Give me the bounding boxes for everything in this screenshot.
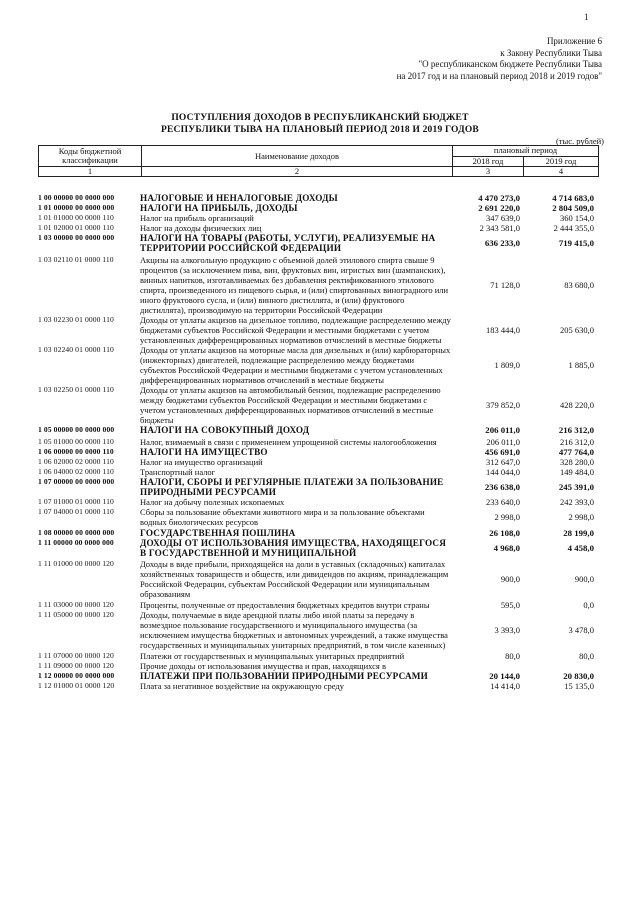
row-value-2019: 719 415,0 [558,238,594,248]
row-name: Налог на прибыль организаций [140,213,254,223]
row-name: ДОХОДЫ ОТ ИСПОЛЬЗОВАНИЯ ИМУЩЕСТВА, НАХОДЯЩЕГОСЯ В ГОСУДАРСТВЕННОЙ И МУНИЦИПАЛЬНОЙ [140,538,447,558]
row-code: 1 03 00000 00 0000 000 [38,233,115,242]
row-name: Проценты, полученные от предоставления бюджетных кредитов внутри страны [140,600,430,610]
document-title [0,112,640,136]
header-year-2019: 2019 год [524,156,599,167]
row-name: Налог на доходы физических лиц [140,223,262,233]
row-value-2018: 312 647,0 [486,457,520,467]
row-code: 1 01 02000 01 0000 110 [38,223,114,232]
row-value-2019: 216 312,0 [560,437,594,447]
row-value-2018: 236 638,0 [484,482,520,492]
row-value-2018: 595,0 [500,600,520,610]
table-row [38,193,608,203]
row-value-2019: 83 680,0 [564,280,594,290]
row-value-2018: 71 128,0 [490,280,520,290]
row-code: 1 08 00000 00 0000 000 [38,528,115,537]
row-name: Акцизы на алкогольную продукцию с объемной долей этилового спирта свыше 9 процентов (за исключением пива, вин, фруктовых вин, игристых вин (шампанских), винных напитков, изготавливаемых без добавления ректификованного этилового спирта, произведенного из пищевого сырья, и (или) спиртованных виноградного или иного фруктового сусла, и (или) винного дистиллята, и (или) фруктового дистиллята), производимую на территории Российской Федерации [140,255,449,315]
row-code: 1 03 02250 01 0000 110 [38,385,114,394]
row-value-2019: 216 312,0 [558,425,594,435]
income-table-body [38,193,608,691]
appendix-line-2: к Закону Республики Тыва [500,47,602,58]
row-code: 1 01 01000 00 0000 110 [38,213,114,222]
table-row [38,255,608,315]
row-value-2018: 2 691 220,0 [478,203,520,213]
row-code: 1 11 03000 00 0000 120 [38,600,114,609]
table-row [38,223,608,233]
row-value-2018: 20 144,0 [489,671,520,681]
row-value-2018: 80,0 [505,651,520,661]
table-row [38,385,608,425]
table-row [38,681,608,691]
row-value-2019: 900,0 [574,574,594,584]
header-col-1: 1 [39,167,142,177]
row-value-2019: 20 830,0 [563,671,594,681]
row-value-2018: 347 639,0 [486,213,520,223]
row-name: НАЛОГИ НА ТОВАРЫ (РАБОТЫ, УСЛУГИ), РЕАЛИЗУЕМЫЕ НА ТЕРРИТОРИИ РОССИЙСКОЙ ФЕДЕРАЦИИ [140,233,436,253]
row-name: Налог на имущество организаций [140,457,263,467]
row-code: 1 07 01000 01 0000 110 [38,497,114,506]
row-name: Доходы в виде прибыли, приходящейся на доли в уставных (складочных) капиталах хозяйственных товариществ и обществ, или дивидендов по акциям, принадлежащим Российской Федерации, субъектам Российской Федерации или муниципальным образованиям [140,559,449,599]
row-code: 1 03 02240 01 0000 110 [38,345,114,354]
row-name: Доходы от уплаты акцизов на моторные масла для дизельных и (или) карбюраторных (инжекторных) двигателей, подлежащие распределению между бюджетами субъектов Российской Федерации и местными бюджетами с учетом установленных дифференцированных нормативов отчислений в местные бюджеты [140,345,451,385]
row-value-2018: 3 393,0 [494,625,520,635]
table-row [38,600,608,610]
appendix-header [397,36,602,82]
row-value-2018: 900,0 [500,574,520,584]
row-value-2019: 149 484,0 [560,467,594,477]
row-value-2019: 80,0 [579,651,594,661]
table-row [38,507,608,527]
row-code: 1 11 07000 00 0000 120 [38,651,114,660]
row-value-2019: 360 154,0 [560,213,594,223]
appendix-line-4: на 2017 год и на плановый период 2018 и 2019 годов" [396,70,602,81]
row-value-2019: 0,0 [583,600,594,610]
table-row [38,203,608,213]
row-code: 1 11 05000 00 0000 120 [38,610,114,619]
row-value-2018: 379 852,0 [486,400,520,410]
row-value-2018: 144 044,0 [486,467,520,477]
table-row [38,538,608,558]
row-name: Доходы, получаемые в виде арендной платы либо иной платы за передачу в возмездное пользование государственного и муниципального имущества (за исключением имущества бюджетных и автономных учреждений, а также имущества государственных и муниципальных унитарных предприятий, в том числе казенных) [140,610,448,650]
row-code: 1 11 01000 00 0000 120 [38,559,114,568]
row-code: 1 12 00000 00 0000 000 [38,671,115,680]
row-name: Платежи от государственных и муниципальных унитарных предприятий [140,651,405,661]
header-col-2: 2 [142,167,453,177]
row-code: 1 06 00000 00 0000 110 [38,447,114,456]
table-row [38,610,608,650]
table-row [38,233,608,253]
row-code: 1 05 01000 00 0000 110 [38,437,114,446]
row-value-2018: 456 691,0 [484,447,520,457]
row-value-2019: 3 478,0 [568,625,594,635]
row-value-2019: 2 804 509,0 [552,203,594,213]
table-row [38,457,608,467]
table-row [38,447,608,457]
row-value-2019: 477 764,0 [558,447,594,457]
table-row [38,497,608,507]
row-value-2019: 205 630,0 [560,325,594,335]
row-name: Прочие доходы от использования имущества и прав, находящихся в [140,661,386,671]
row-name: Транспортный налог [140,467,216,477]
row-name: Налог на добычу полезных ископаемых [140,497,285,507]
row-value-2019: 15 135,0 [564,681,594,691]
row-value-2019: 4 714 683,0 [552,193,594,203]
row-value-2018: 233 640,0 [486,497,520,507]
row-name: НАЛОГИ НА ИМУЩЕСТВО [140,447,268,457]
row-value-2018: 4 470 273,0 [478,193,520,203]
table-row [38,315,608,345]
appendix-line-1: Приложение 6 [546,36,602,46]
row-code: 1 05 00000 00 0000 000 [38,425,115,434]
row-value-2018: 206 011,0 [485,425,520,435]
appendix-line-3: "О республиканском бюджете Республики Тыва [418,59,602,69]
row-name: НАЛОГИ, СБОРЫ И РЕГУЛЯРНЫЕ ПЛАТЕЖИ ЗА ПОЛЬЗОВАНИЕ ПРИРОДНЫМИ РЕСУРСАМИ [140,477,444,497]
row-code: 1 11 09000 00 0000 120 [38,661,114,670]
header-codes: Коды бюджетной классификации [39,146,142,167]
row-value-2019: 428 220,0 [560,400,594,410]
row-name: Плата за негативное воздействие на окружающую среду [140,681,344,691]
row-code: 1 07 04000 01 0000 110 [38,507,114,516]
row-name: ГОСУДАРСТВЕННАЯ ПОШЛИНА [140,528,296,538]
row-name: Налог, взимаемый в связи с применением упрощенной системы налогообложения [140,437,437,447]
page-number: 1 [584,12,589,22]
row-name: Сборы за пользование объектами животного мира и за пользование объектами водных биологических ресурсов [140,507,425,527]
table-row [38,661,608,671]
table-row [38,651,608,661]
table-row [38,213,608,223]
row-code: 1 00 00000 00 0000 000 [38,193,115,202]
title-line-1: ПОСТУПЛЕНИЯ ДОХОДОВ В РЕСПУБЛИКАНСКИЙ БЮДЖЕТ [171,113,469,123]
table-row [38,467,608,477]
row-value-2019: 2 998,0 [568,512,594,522]
row-name: ПЛАТЕЖИ ПРИ ПОЛЬЗОВАНИИ ПРИРОДНЫМИ РЕСУРСАМИ [140,671,429,681]
units-label: (тыс. рублей) [555,136,604,146]
table-row [38,437,608,447]
table-row [38,425,608,435]
row-value-2018: 636 233,0 [484,238,520,248]
row-value-2018: 14 414,0 [490,681,520,691]
row-name: НАЛОГОВЫЕ И НЕНАЛОГОВЫЕ ДОХОДЫ [140,193,338,203]
row-value-2018: 206 011,0 [486,437,520,447]
row-code: 1 07 00000 00 0000 000 [38,477,115,486]
header-col-4: 4 [524,167,599,177]
row-value-2019: 1 885,0 [568,360,594,370]
row-value-2018: 1 809,0 [494,360,520,370]
row-value-2018: 4 968,0 [493,543,520,553]
row-name: Доходы от уплаты акцизов на дизельное топливо, подлежащие распределению между бюджетами субъектов Российской Федерации и местными бюджетами с учетом установленных дифференцированных нормативов отчислений в местные бюджеты [140,315,451,345]
header-col-3: 3 [453,167,524,177]
row-code: 1 03 02230 01 0000 110 [38,315,114,324]
table-row [38,345,608,385]
row-code: 1 11 00000 00 0000 000 [38,538,114,547]
table-row [38,559,608,599]
row-code: 1 01 00000 00 0000 000 [38,203,115,212]
header-name: Наименование доходов [142,146,453,167]
row-value-2018: 26 108,0 [489,528,520,538]
row-name: Доходы от уплаты акцизов на автомобильный бензин, подлежащие распределению между бюджетами субъектов Российской Федерации и местными бюджетами с учетом установленных дифференцированных нормативов отчислений в местные бюджеты [140,385,441,425]
row-value-2019: 2 444 355,0 [553,223,594,233]
title-line-2: РЕСПУБЛИКИ ТЫВА НА ПЛАНОВЫЙ ПЕРИОД 2018 И 2019 ГОДОВ [161,125,479,135]
row-value-2019: 245 391,0 [558,482,594,492]
row-code: 1 06 04000 02 0000 110 [38,467,114,476]
row-value-2019: 4 458,0 [567,543,594,553]
row-value-2018: 183 444,0 [486,325,520,335]
header-year-2018: 2018 год [453,156,524,167]
row-value-2019: 328 280,0 [560,457,594,467]
row-name: НАЛОГИ НА ПРИБЫЛЬ, ДОХОДЫ [140,203,298,213]
row-value-2018: 2 343 581,0 [479,223,520,233]
row-name: НАЛОГИ НА СОВОКУПНЫЙ ДОХОД [140,425,310,435]
row-value-2019: 242 393,0 [560,497,594,507]
row-value-2019: 28 199,0 [563,528,594,538]
row-code: 1 06 02000 02 0000 110 [38,457,114,466]
table-header [38,145,599,177]
row-code: 1 12 01000 01 0000 120 [38,681,115,690]
table-row [38,528,608,538]
table-row [38,477,608,497]
table-row [38,671,608,681]
row-value-2018: 2 998,0 [494,512,520,522]
header-planned-period: плановый период [453,146,599,157]
row-code: 1 03 02110 01 0000 110 [38,255,114,264]
